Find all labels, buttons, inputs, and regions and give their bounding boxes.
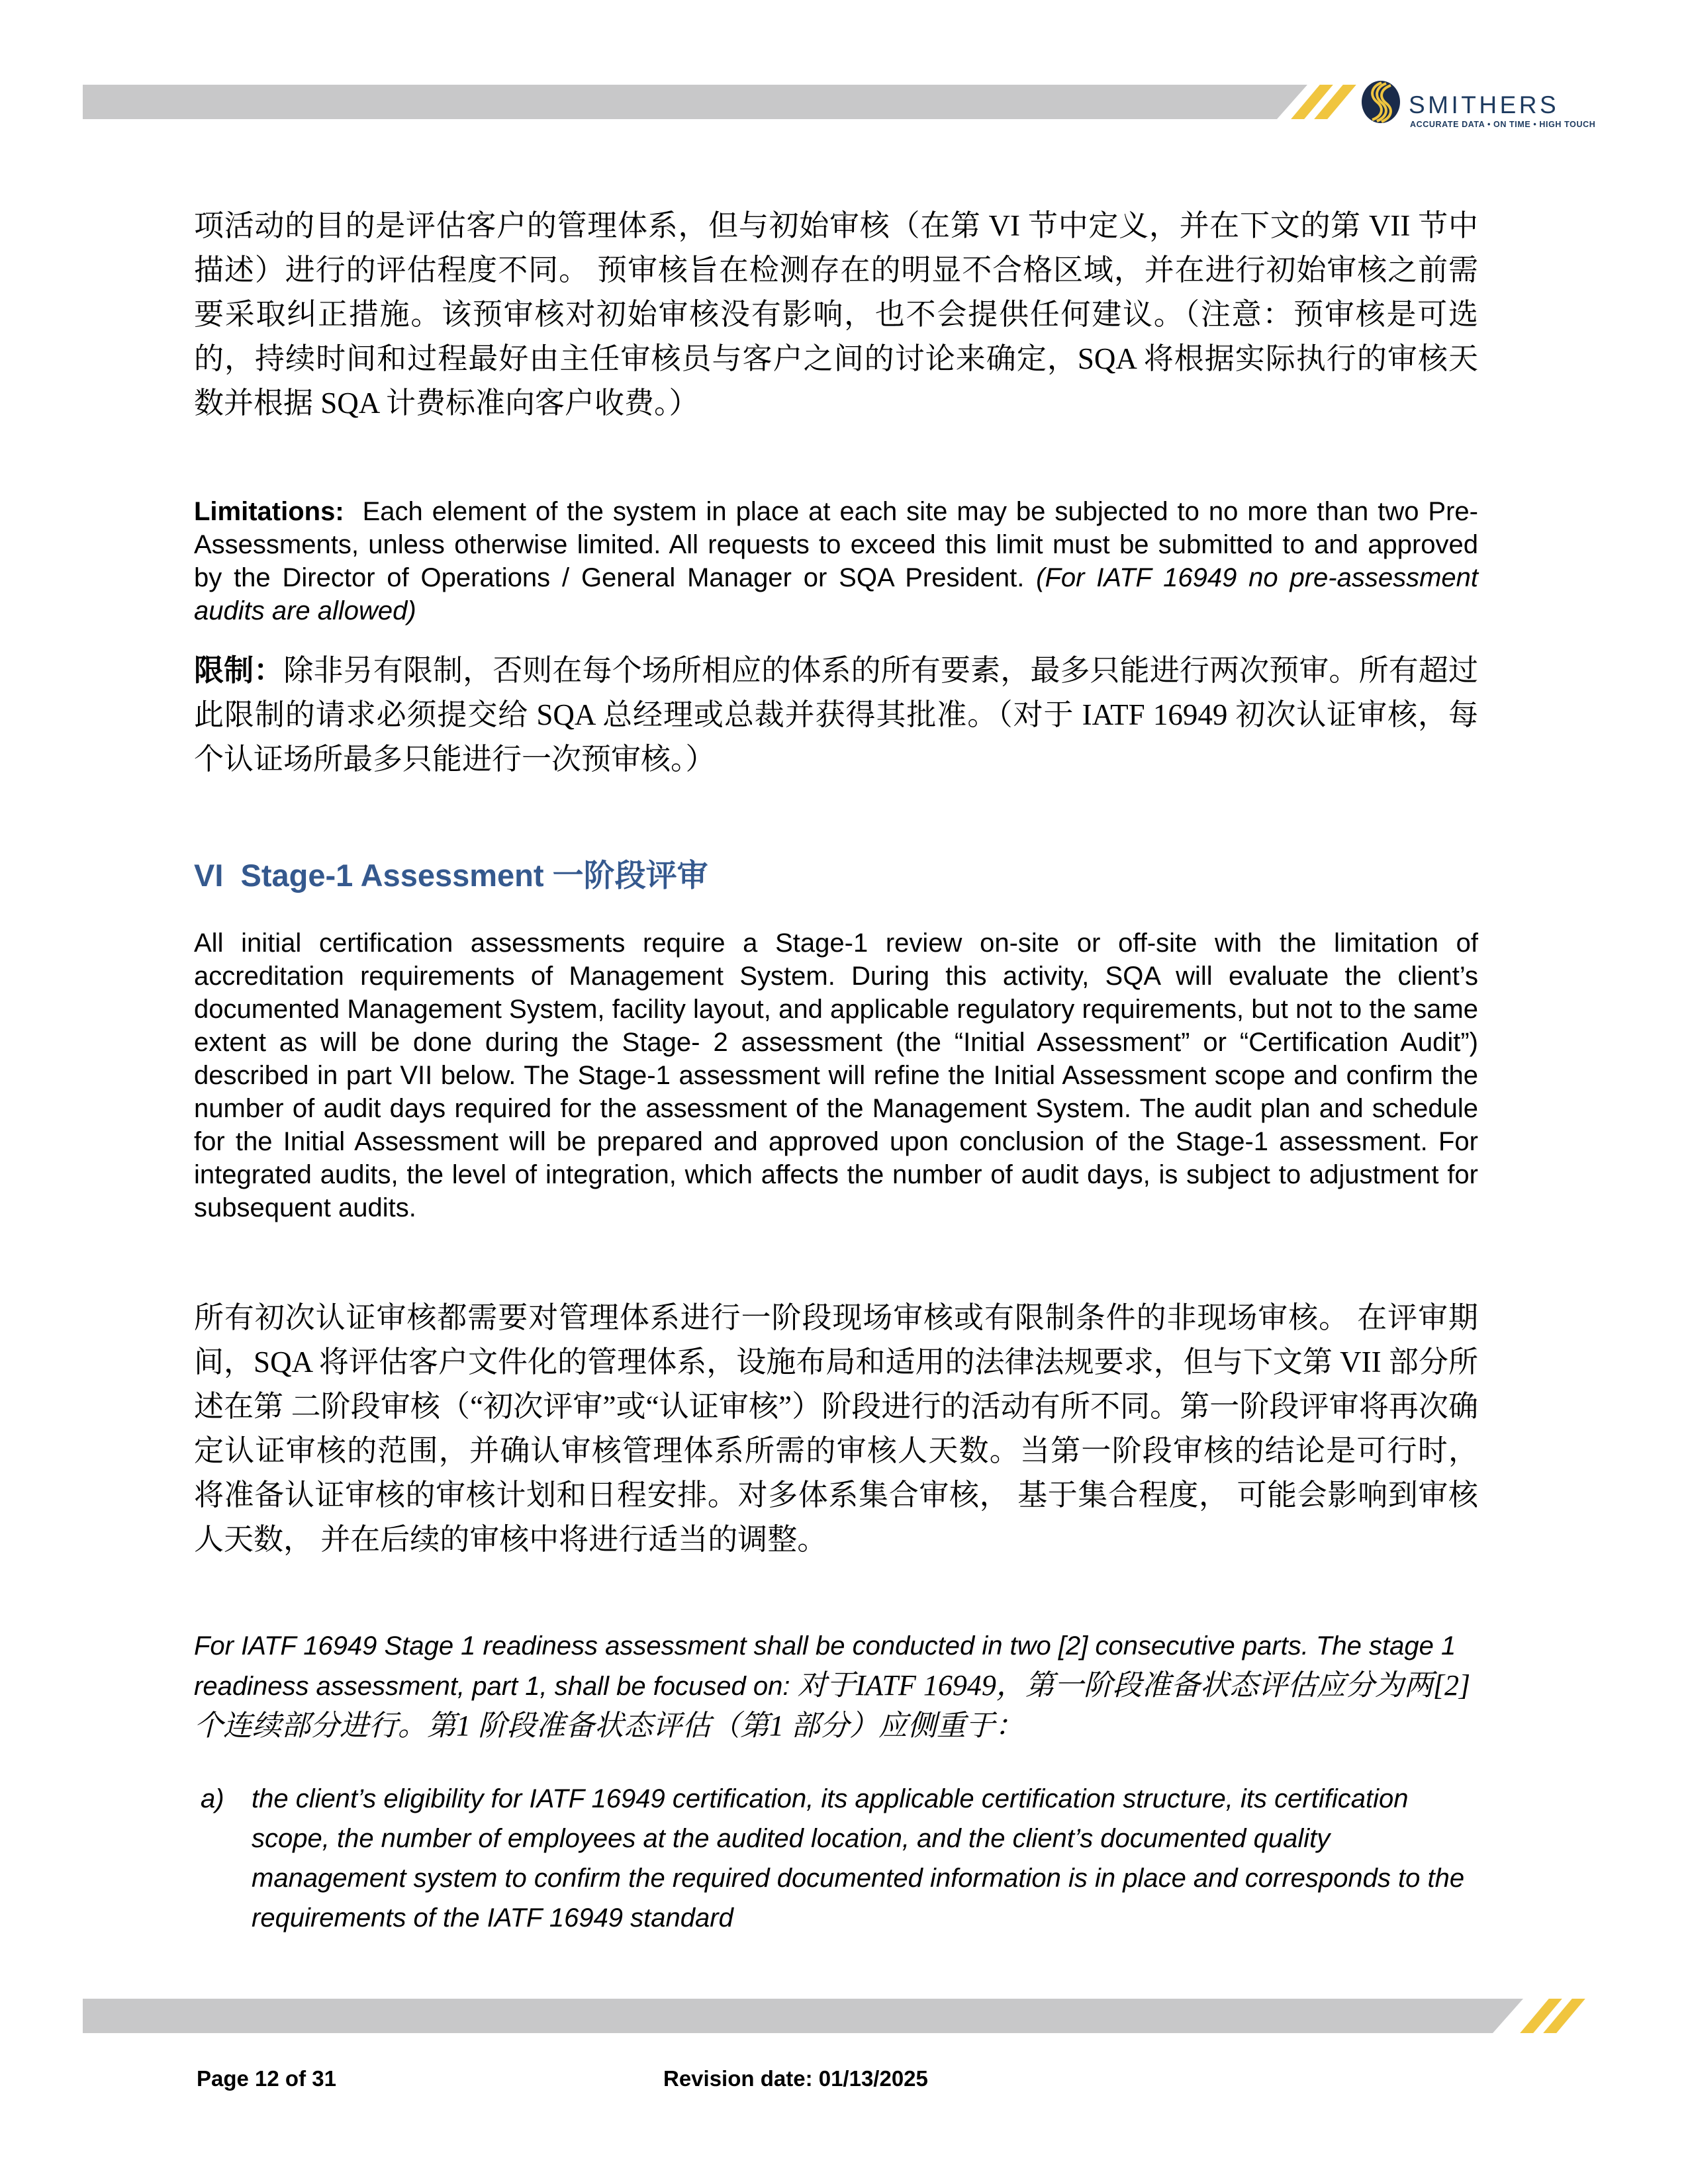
paragraph-stage1-en: All initial certification assessments require a Stage-1 review on-site or off-site with the limitation of accreditation requirements of Management System. During this activity, SQA will evaluate the client’s documented Management System, facility layout, and applicable regulatory requirements, but not to the same extent as will be done during the Stage- 2 assessment (the “Initial Assessment” or “Certification Audit”) described in part VII below. The Stage-1 assessment will refine the Initial Assessment scope and confirm the number of audit days required for the assessment of the Management System. The audit plan and schedule for the Initial Assessment will be prepared and approved upon conclusion of the Stage-1 assessment. For integrated audits, the level of integration, which affects the number of audit days, is subject to adjustment for subsequent audits. (194, 929, 1486, 1222)
list-item-a-marker: a) (201, 1784, 224, 1813)
list-item-a-text: the client’s eligibility for IATF 16949 certification, its applicable certification structure, its certification scope, the number of employees at the audited location, and the client’s documented quality management system to confirm the required documented information is in place and corresponds to the requirements of the IATF 16949 standard (252, 1784, 1472, 1933)
list-item-a (194, 1779, 1478, 1938)
header-gray-bar (83, 85, 1307, 119)
brand-name: SMITHERS (1409, 91, 1560, 118)
paragraph-iatf-note (194, 1627, 1478, 1747)
limitations-body: Each element of the system in place at each site may be subjected to no more than two Pre-Assessments, unless otherwise limited. All requests to exceed this limit must be submitted to and approved by the Director of Operations / General Manager or SQA President. (194, 497, 1486, 592)
page-number: Page 12 of 31 (197, 2066, 336, 2091)
iatf-note-en: For IATF 16949 Stage 1 readiness assessment shall be conducted in two [2] consecutive parts. The stage 1 readiness assessment, part 1, shall be focused on: (194, 1631, 1464, 1701)
revision-date: Revision date: 01/13/2025 (663, 2066, 928, 2091)
paragraph-limitations-en (194, 495, 1486, 627)
limitations-label: Limitations: (194, 497, 344, 526)
section-heading-stage1: VI Stage-1 Assessment 一阶段评审 (194, 858, 708, 893)
footer-gray-bar (83, 1999, 1523, 2033)
limitations-zh-label: 限制： (194, 654, 284, 687)
limitations-zh-body: 除非另有限制，否则在每个场所相应的体系的所有要素，最多只能进行两次预审。所有超过此限制的请求必须提交给 SQA 总经理或总裁并获得其批准。（对于 IATF 16949 初次认证审核，每个认证场所最多只能进行一次预审核。） (194, 654, 1478, 776)
paragraph-limitations-zh (194, 649, 1478, 782)
paragraph-preassessment-zh: 项活动的目的是评估客户的管理体系，但与初始审核（在第 VI 节中定义，并在下文的第 VII 节中描述）进行的评估程度不同。 预审核旨在检测存在的明显不合格区域，并在进行初始审核之前需要采取纠正措施。该预审核对初始审核没有影响，也不会提供任何建议。（注意：预审核是可选的，持续时间和过程最好由主任审核员与客户之间的讨论来确定，SQA 将根据实际执行的审核天数并根据 SQA 计费标准向客户收费。） (194, 209, 1478, 420)
smithers-logo-icon (1362, 81, 1400, 123)
iatf-note-zh: 对于IATF 16949，第一阶段准备状态评估应分为两[2]个连续部分进行。第1 阶段准备状态评估（第1 部分）应侧重于： (194, 1669, 1471, 1742)
limitations-italic-note: (For IATF 16949 no pre-assessment audits are allowed) (194, 563, 1486, 625)
paragraph-stage1-zh: 所有初次认证审核都需要对管理体系进行一阶段现场审核或有限制条件的非现场审核。 在评审期间，SQA 将评估客户文件化的管理体系，设施布局和适用的法律法规要求，但与下文第 VII 部分所述在第 二阶段审核（“初次评审”或“认证审核”）阶段进行的活动有所不同。第一阶段评审将再次确定认证审核的范围，并确认审核管理体系所需的审核人天数。当第一阶段审核的结论是可行时， 将准备认证审核的审核计划和日程安排。对多体系集合审核， 基于集合程度， 可能会影响到审核人天数， 并在后续的审核中将进行适当的调整。 (194, 1301, 1486, 1556)
brand-tagline: ACCURATE DATA • ON TIME • HIGH TOUCH (1410, 120, 1596, 129)
